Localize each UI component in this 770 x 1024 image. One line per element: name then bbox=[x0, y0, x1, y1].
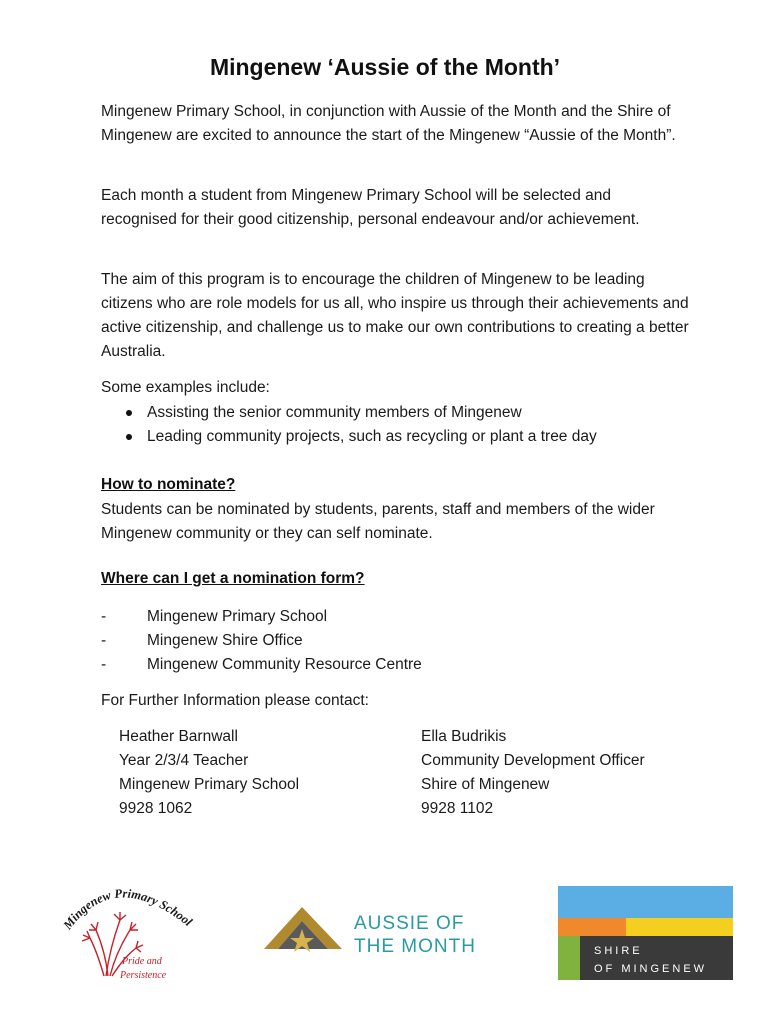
school-logo bbox=[60, 872, 200, 988]
location-text: Mingenew Shire Office bbox=[147, 632, 303, 649]
examples-list bbox=[101, 401, 597, 449]
aussie-of-the-month-logo bbox=[262, 905, 487, 965]
nominate-paragraph: Students can be nominated by students, parents, staff and members of the wider Mingenew community or they can self nominate. bbox=[101, 501, 655, 542]
contact-org: Mingenew Primary School bbox=[119, 776, 300, 793]
intro-paragraph: Mingenew Primary School, in conjunction with Aussie of the Month and the Shire of Mingenew are excited to announce the start of the Mingenew “Aussie of the Month”. bbox=[101, 103, 676, 144]
location-text: Mingenew Community Resource Centre bbox=[147, 656, 422, 673]
contact-role: Year 2/3/4 Teacher bbox=[119, 752, 249, 769]
aussie-logo-line2: THE MONTH bbox=[354, 936, 476, 957]
contact-phone: 9928 1102 bbox=[421, 800, 494, 817]
form-heading: Where can I get a nomination form? bbox=[101, 570, 365, 587]
nominate-heading: How to nominate? bbox=[101, 476, 236, 493]
contact-org: Shire of Mingenew bbox=[421, 776, 550, 793]
examples-intro: Some examples include: bbox=[101, 379, 270, 396]
contact-block-teacher bbox=[119, 725, 299, 821]
selection-paragraph: Each month a student from Mingenew Primary School will be selected and recognised for their good citizenship, personal endeavour and/or achievement. bbox=[101, 187, 640, 228]
contact-name: Ella Budrikis bbox=[421, 728, 507, 745]
example-text: Assisting the senior community members of Mingenew bbox=[147, 404, 522, 421]
contact-phone: 9928 1062 bbox=[119, 800, 193, 817]
list-item bbox=[101, 401, 597, 425]
list-item bbox=[101, 425, 597, 449]
dash-marker: - bbox=[101, 656, 107, 673]
document-title: Mingenew ‘Aussie of the Month’ bbox=[209, 54, 561, 80]
location-text: Mingenew Primary School bbox=[147, 608, 328, 625]
list-item bbox=[101, 653, 422, 677]
school-logo-arc-text: Mingenew Primary School bbox=[60, 886, 195, 933]
bullet-icon bbox=[126, 434, 132, 440]
dash-marker: - bbox=[101, 632, 107, 649]
bullet-icon bbox=[126, 410, 132, 416]
dash-marker: - bbox=[101, 608, 107, 625]
list-item bbox=[101, 605, 422, 629]
aim-paragraph: The aim of this program is to encourage the children of Mingenew to be leading citizens who are role models for us all, who inspire us through their achievements and active citizenship, and challenge us to make our own contributions to creating a better Australia. bbox=[101, 271, 689, 360]
mountain-star-icon bbox=[264, 907, 342, 952]
example-text: Leading community projects, such as recycling or plant a tree day bbox=[147, 428, 597, 445]
school-logo-motto-2: Persistence bbox=[120, 970, 167, 981]
contact-name: Heather Barnwall bbox=[119, 728, 238, 745]
further-info-text: For Further Information please contact: bbox=[101, 692, 369, 709]
shire-logo-line1: SHIRE bbox=[594, 945, 643, 957]
shire-logo-line2: OF MINGENEW bbox=[594, 963, 708, 975]
school-logo-motto-1: Pride and bbox=[122, 956, 162, 967]
contact-role: Community Development Officer bbox=[421, 752, 645, 769]
aussie-logo-line1: AUSSIE OF bbox=[354, 913, 465, 934]
shire-of-mingenew-logo bbox=[558, 886, 733, 980]
contact-block-shire bbox=[421, 725, 645, 821]
list-item bbox=[101, 629, 422, 653]
form-locations-list bbox=[101, 605, 422, 677]
